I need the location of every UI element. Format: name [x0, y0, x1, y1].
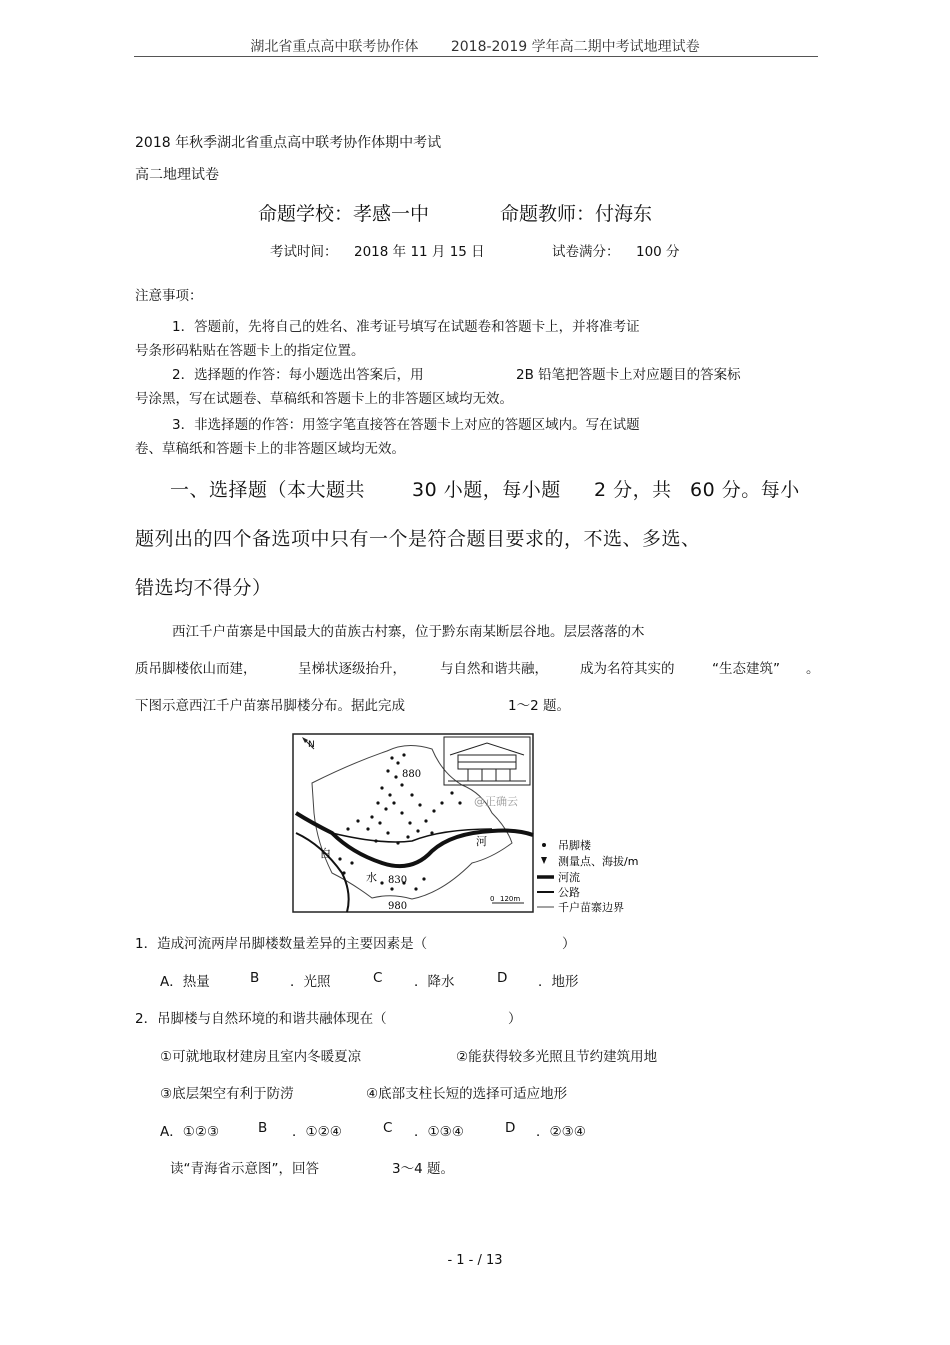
note-1b: 号条形码粘贴在答题卡上的指定位置。 — [135, 343, 365, 359]
q1-stem: 1．造成河流两岸吊脚楼数量差异的主要因素是（ — [135, 936, 428, 952]
q2-stem: 2．吊脚楼与自然环境的和谐共融体现在（ — [135, 1011, 387, 1027]
section-line1c: 2 分，共 — [594, 479, 672, 501]
page-number: - 1 - / 13 — [447, 1253, 503, 1268]
passage-line2d: 成为名符其实的 — [580, 661, 675, 677]
section-line1d: 60 分。每小 — [690, 479, 800, 501]
q2-option-d: ．②③④ — [536, 1124, 586, 1140]
passage-line2f: 。 — [806, 661, 820, 677]
q2-option-b: ．①②④ — [292, 1124, 342, 1140]
read-instruction: 读“青海省示意图”，回答 — [170, 1161, 319, 1177]
passage-line2c: 与自然和谐共融， — [440, 661, 548, 677]
legend-river: 河流 — [558, 871, 580, 884]
legend-point-icon — [541, 857, 547, 864]
elevation-830: 830 — [388, 875, 408, 886]
river-label-shui: 水 — [366, 871, 377, 884]
q1-option-b-letter: B — [250, 970, 260, 986]
q1-option-d: ．地形 — [538, 974, 579, 990]
note-1a: 1．答题前，先将自己的姓名、准考证号填写在试题卷和答题卡上，并将准考证 — [172, 319, 640, 335]
read-range: 3～4 题。 — [392, 1161, 454, 1177]
scale-120: 120m — [500, 895, 521, 903]
river-label-bai: 白 — [320, 847, 331, 860]
watermark: @正确云 — [474, 795, 518, 808]
q2-close: ） — [508, 1011, 522, 1027]
q1-option-b: ．光照 — [290, 974, 331, 990]
legend-point: 测量点、海拔/m — [558, 855, 639, 868]
river-label-he: 河 — [476, 835, 487, 848]
passage-line3b: 1～2 题。 — [508, 698, 570, 714]
section-line1b: 30 小题，每小题 — [412, 479, 561, 501]
passage-line2b: 呈梯状逐级抬升， — [298, 661, 406, 677]
passage-line2e: “生态建筑” — [712, 661, 780, 677]
q2-statement-4: ④底部支柱长短的选择可适应地形 — [366, 1086, 568, 1102]
q2-option-c-letter: C — [383, 1120, 393, 1136]
score-value: 100 分 — [636, 244, 680, 260]
exam-time-label: 考试时间： — [270, 244, 338, 260]
q1-option-d-letter: D — [497, 970, 508, 986]
q1-option-c-letter: C — [373, 970, 383, 986]
note-2a2: 2B 铅笔把答题卡上对应题目的答案标 — [516, 367, 741, 383]
q2-option-c: ．①③④ — [414, 1124, 464, 1140]
exam-time-value: 2018 年 11 月 15 日 — [354, 244, 485, 260]
north-label: N — [308, 740, 315, 750]
q2-statement-1: ①可就地取材建房且室内冬暖夏凉 — [160, 1049, 362, 1065]
scale-zero: 0 — [490, 895, 495, 903]
legend-house: 吊脚楼 — [558, 839, 591, 852]
note-3b: 卷、草稿纸和答题卡上的非答题区域均无效。 — [135, 441, 405, 457]
legend-house-icon — [542, 843, 546, 847]
elevation-880: 880 — [402, 769, 422, 780]
miao-village-map — [292, 733, 652, 915]
section-line1a: 一、选择题（本大题共 — [170, 479, 366, 501]
note-2b: 号涂黑，写在试题卷、草稿纸和答题卡上的非答题区域均无效。 — [135, 391, 513, 407]
q2-option-a: A．①②③ — [160, 1124, 220, 1140]
header-left: 湖北省重点高中联考协作体 — [250, 39, 419, 55]
paper-title: 高二地理试卷 — [135, 167, 219, 183]
map-legend — [537, 838, 638, 914]
exam-title: 2018 年秋季湖北省重点高中联考协作体期中考试 — [135, 135, 442, 151]
header-rule — [134, 56, 818, 57]
notes-heading: 注意事项： — [135, 288, 203, 304]
q1-option-c: ．降水 — [414, 974, 455, 990]
q1-close: ） — [562, 936, 576, 952]
q2-statement-3: ③底层架空有利于防涝 — [160, 1086, 294, 1102]
map-frame — [293, 734, 533, 912]
passage-line1: 西江千户苗寨是中国最大的苗族古村寨，位于黔东南某断层谷地。层层落落的木 — [172, 624, 645, 640]
section-line3: 错选均不得分） — [135, 577, 272, 599]
author-teacher: 命题教师：付海东 — [500, 203, 653, 225]
header-right: 2018-2019 学年高二期中考试地理试卷 — [450, 39, 700, 55]
page-header — [0, 36, 950, 56]
score-label: 试卷满分： — [552, 244, 620, 260]
elevation-980: 980 — [388, 901, 408, 912]
passage-line3a: 下图示意西江千户苗寨吊脚楼分布。据此完成 — [135, 698, 405, 714]
q1-option-a: A．热量 — [160, 974, 210, 990]
passage-line2a: 质吊脚楼依山而建， — [135, 661, 257, 677]
legend-road: 公路 — [558, 886, 580, 899]
author-school: 命题学校：孝感一中 — [258, 203, 430, 225]
legend-boundary: 千户苗寨边界 — [558, 901, 624, 914]
section-line2: 题列出的四个备选项中只有一个是符合题目要求的，不选、多选、 — [135, 528, 701, 550]
q2-option-b-letter: B — [258, 1120, 268, 1136]
q2-statement-2: ②能获得较多光照且节约建筑用地 — [456, 1049, 658, 1065]
q2-option-d-letter: D — [505, 1120, 516, 1136]
note-2a: 2．选择题的作答：每小题选出答案后，用 — [172, 367, 424, 383]
note-3a: 3．非选择题的作答：用签字笔直接答在答题卡上对应的答题区域内。写在试题 — [172, 417, 640, 433]
